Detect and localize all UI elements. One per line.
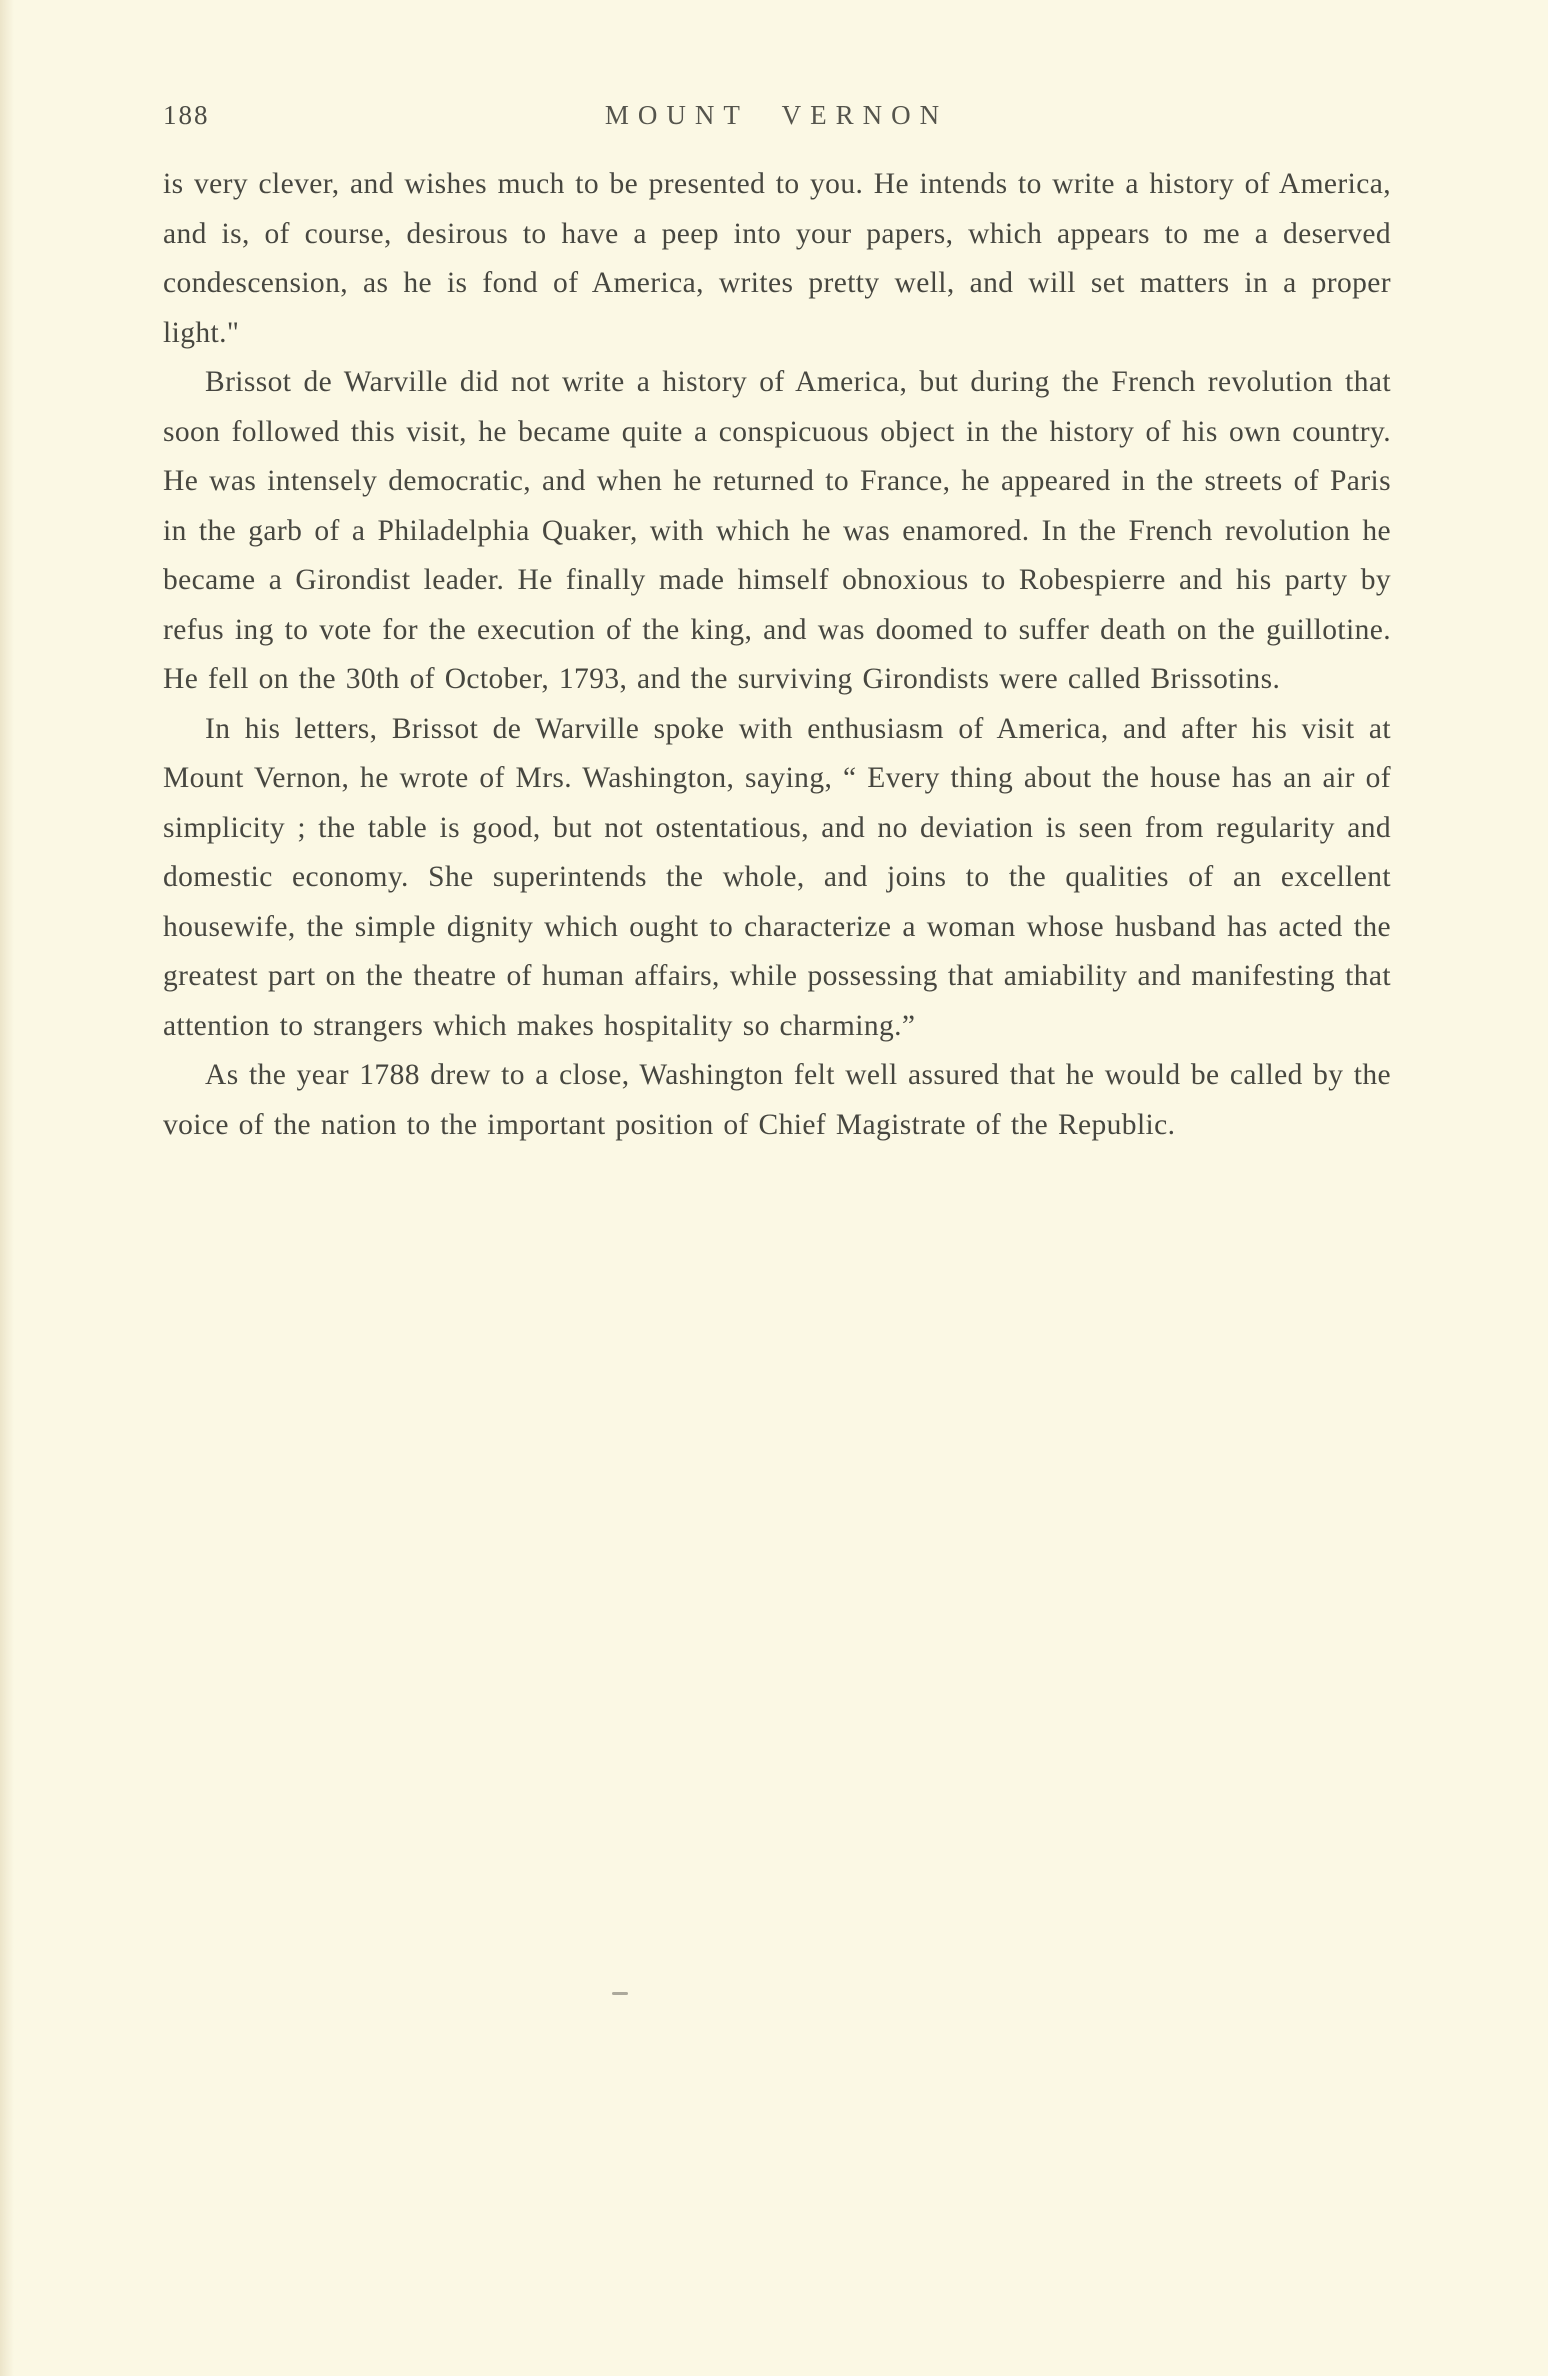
- paragraph: Brissot de Warville did not write a history of America, but during the French revolution that soon followed this visit, he became quite a conspicuous object in the history of his own country. He was intensely democratic, and when he returned to France, he appeared in the streets of Paris in the garb of a Philadelphia Quaker, with which he was enamored. In the French revolution he became a Girondist leader. He finally made himself obnoxious to Robespierre and his party by refus ing to vote for the execution of the king, and was doomed to suffer death on the guillotine. He fell on the 30th of October, 1793, and the surviving Girondists were called Brissotins.: [163, 366, 1391, 695]
- paragraph: is very clever, and wishes much to be presented to you. He intends to write a history of America, and is, of course, desirous to have a peep into your papers, which appears to me a deserved condescension, as he is fond of America, writes pretty well, and will set matters in a proper light.": [163, 168, 1391, 349]
- paragraph: In his letters, Brissot de Warville spoke with enthusiasm of America, and after his visit at Mount Vernon, he wrote of Mrs. Washington, saying, “ Every thing about the house has an air of simplicity ; the table is good, but not ostentatious, and no deviation is seen from regularity and domestic economy. She superintends the whole, and joins to the qualities of an excellent housewife, the simple dignity which ought to characterize a woman whose husband has acted the greatest part on the theatre of human affairs, while possessing that amiability and manifesting that attention to strangers which makes hospitality so charming.”: [163, 712, 1391, 1042]
- page-body: [163, 160, 1391, 1150]
- scan-artifact-mark: [612, 1992, 628, 1995]
- running-head: [163, 100, 1390, 140]
- running-title: MOUNT VERNON: [604, 100, 949, 130]
- paragraph: As the year 1788 drew to a close, Washington felt well assured that he would be called by the voice of the nation to the important position of Chief Magistrate of the Republic.: [163, 1059, 1391, 1141]
- page-number: 188: [163, 100, 210, 130]
